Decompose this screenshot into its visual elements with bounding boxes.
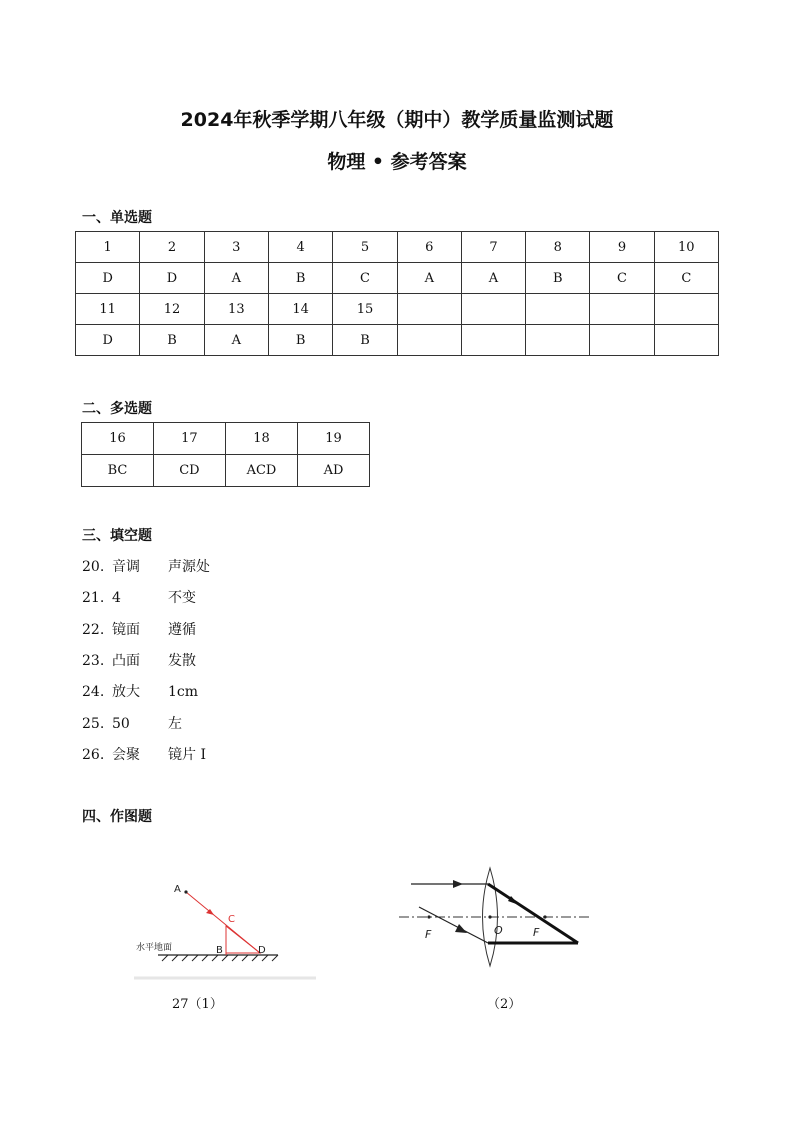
list-item (82, 744, 206, 764)
table-cell: A (204, 325, 268, 356)
list-item (82, 556, 210, 576)
answer-num: 23. (82, 652, 105, 669)
table-cell: D (76, 263, 140, 294)
figure-lens (395, 860, 595, 972)
table-cell: B (268, 263, 332, 294)
table-cell: 14 (268, 294, 332, 325)
table-row (82, 455, 370, 487)
table-cell: 11 (76, 294, 140, 325)
answer-b: 遵循 (168, 621, 196, 638)
table-cell: AD (298, 455, 370, 487)
table-cell: 19 (298, 423, 370, 455)
answer-num: 20. (82, 559, 105, 575)
list-item (82, 650, 196, 670)
answer-a: 4 (112, 590, 121, 607)
ground-label: 水平地面 (136, 943, 173, 953)
list-item (82, 619, 196, 639)
answer-a: 凸面 (112, 652, 140, 669)
answer-b: 左 (168, 715, 182, 732)
figure-reflection (130, 872, 320, 984)
page-subtitle: 物理 • 参考答案 (327, 151, 467, 173)
table-cell: B (268, 325, 332, 356)
table-cell: 2 (140, 232, 204, 263)
table-cell: A (204, 263, 268, 294)
table-cell: B (526, 263, 590, 294)
figure2-caption: （2） (487, 997, 522, 1012)
list-item (82, 681, 198, 701)
table-row (76, 232, 719, 263)
table-cell: ACD (225, 455, 297, 487)
table-cell: 9 (590, 232, 654, 263)
table-cell: A (397, 263, 461, 294)
table-cell (461, 325, 525, 356)
answer-a: 放大 (112, 684, 140, 701)
answer-a: 镜面 (112, 621, 140, 638)
table-cell: 10 (654, 232, 718, 263)
table-cell (590, 294, 654, 325)
answer-num: 22. (82, 621, 105, 638)
table-cell: D (76, 325, 140, 356)
label-b: B (216, 945, 223, 956)
table-cell (397, 294, 461, 325)
figure1-caption: 27（1） (172, 997, 223, 1012)
answer-b: 发散 (168, 652, 196, 669)
table-cell (590, 325, 654, 356)
label-d: D (258, 945, 266, 956)
answer-b: 声源处 (168, 559, 210, 575)
section-drawing: 四、作图题 (82, 809, 152, 825)
table-cell: 13 (204, 294, 268, 325)
table-cell: B (140, 325, 204, 356)
label-f-right: F (533, 926, 540, 939)
table-cell: 1 (76, 232, 140, 263)
answer-a: 50 (112, 715, 130, 732)
multi-choice-table (81, 422, 370, 487)
answer-num: 21. (82, 590, 105, 607)
table-cell: 3 (204, 232, 268, 263)
table-cell: 4 (268, 232, 332, 263)
section-single-choice: 一、单选题 (82, 210, 152, 226)
table-cell (526, 294, 590, 325)
table-cell: C (590, 263, 654, 294)
label-o: O (494, 924, 503, 937)
list-item (82, 587, 196, 607)
answer-num: 26. (82, 746, 105, 763)
table-row (76, 294, 719, 325)
table-cell: 16 (82, 423, 154, 455)
table-cell: 17 (153, 423, 225, 455)
table-cell: B (333, 325, 397, 356)
table-cell: CD (153, 455, 225, 487)
answer-b: 不变 (168, 590, 196, 607)
table-cell: A (461, 263, 525, 294)
table-cell (397, 325, 461, 356)
table-cell: C (333, 263, 397, 294)
table-row (76, 263, 719, 294)
table-cell (461, 294, 525, 325)
answer-num: 24. (82, 684, 105, 701)
answer-num: 25. (82, 715, 105, 732)
answer-a: 会聚 (112, 746, 140, 763)
table-cell: 12 (140, 294, 204, 325)
table-row (82, 423, 370, 455)
single-choice-table (75, 231, 719, 356)
table-cell: 8 (526, 232, 590, 263)
label-f-left: F (425, 928, 432, 941)
table-cell: C (654, 263, 718, 294)
table-cell: 18 (225, 423, 297, 455)
label-c: C (228, 914, 235, 925)
answer-b: 镜片 I (168, 746, 206, 763)
section-fill-blank: 三、填空题 (82, 528, 152, 544)
table-cell (526, 325, 590, 356)
table-cell (654, 325, 718, 356)
table-cell: 5 (333, 232, 397, 263)
page-title: 2024年秋季学期八年级（期中）教学质量监测试题 (180, 109, 614, 131)
answer-b: 1cm (168, 684, 199, 701)
label-a: A (174, 884, 181, 895)
table-cell: 7 (461, 232, 525, 263)
answer-a: 音调 (112, 559, 140, 575)
table-cell (654, 294, 718, 325)
table-cell: 15 (333, 294, 397, 325)
list-item (82, 713, 182, 733)
section-multi-choice: 二、多选题 (82, 401, 152, 417)
table-cell: BC (82, 455, 154, 487)
table-cell: D (140, 263, 204, 294)
table-row (76, 325, 719, 356)
table-cell: 6 (397, 232, 461, 263)
